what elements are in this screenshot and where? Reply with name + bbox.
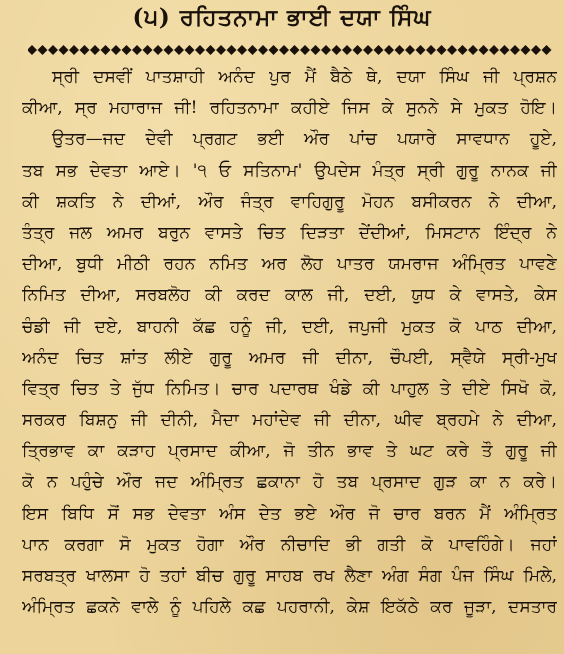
divider-diamond	[479, 45, 489, 55]
text-line-3: ਉਤਰ—ਜਦ ਦੇਵੀ ਪ੍ਰਗਟ ਭਈ ਔਰ ਪਾਂਚ ਪਯਾਰੇ ਸਾਵਧਾਨ ਹੂਏ,	[52, 129, 557, 150]
text-line-9: ਚੰਡੀ ਜੀ ਦਏ, ਬਾਹਨੀ ਕੱਛ ਹਨੂੰ ਜੀ, ਦਈ, ਜਪੁਜੀ ਮੁਕਤ ਕੋ ਪਾਠ ਦੀਆ,	[22, 316, 557, 337]
divider-diamond	[237, 45, 247, 55]
text-line-8: ਨਿਮਿਤ ਦੀਆ, ਸਰਬਲੋਹ ਕੀ ਕਰਦ ਕਾਲ ਜੀ, ਦਈ, ਯੁਧ ਕੇ ਵਾਸਤੇ, ਕੇਸ	[22, 285, 557, 306]
text-line-1: ਸ੍ਰੀ ਦਸਵੀਂ ਪਾਤਸ਼ਾਹੀ ਅਨੰਦ ਪੁਰ ਮੈਂ ਬੈਠੇ ਥੇ, ਦਯਾ ਸਿੰਘ ਜੀ ਪ੍ਰਸ਼ਨ	[52, 67, 557, 87]
divider-diamond	[300, 45, 310, 55]
text-line-18: ਅੰਮ੍ਰਿਤ ਛਕਨੇ ਵਾਲੇ ਨੂੰ ਪਹਿਲੇ ਕਛ ਪਹਰਾਨੀ, ਕੇਸ਼ ਇਕੱਠੇ ਕਰ ਜੂੜਾ, ਦਸਤਾਰ	[22, 597, 557, 618]
text-line-13: ਤ੍ਰਿਭਾਵ ਕਾ ਕੜਾਹ ਪ੍ਰਸਾਦ ਕੀਆ, ਜੋ ਤੀਨ ਭਾਵ ਤੇ ਘਟ ਕਰੇ ਤੌ ਗੁਰੂ ਜੀ	[22, 441, 557, 462]
divider-diamond	[489, 45, 499, 55]
divider-diamond	[28, 45, 37, 55]
text-line-7: ਦੀਆ, ਬੁਧੀ ਮੀਠੀ ਰਹਨ ਨਮਿਤ ਅਰ ਲੋਹ ਪਾਤਰ ਯਮਰਾਜ ਅੰਮ੍ਰਿਤ ਪਾਵਣੇ	[22, 254, 557, 275]
text-line-15: ਇਸ ਬਿਧਿ ਸੋਂ ਸਭ ਦੇਵਤਾ ਅੰਸ ਦੇਤ ਭਏ ਔਰ ਜੋ ਚਾਰ ਬਰਨ ਮੈਂ ਅੰਮ੍ਰਿਤ	[22, 503, 557, 524]
ornamental-divider	[28, 42, 553, 58]
divider-diamond	[101, 45, 111, 55]
divider-diamond	[447, 45, 457, 55]
divider-diamond	[374, 45, 384, 55]
divider-diamond	[227, 45, 237, 55]
divider-diamond	[59, 45, 69, 55]
divider-diamond	[216, 45, 226, 55]
page-title: (੫) ਰਹਿਤਨਾਮਾ ਭਾਈ ਦਯਾ ਸਿੰਘ	[132, 4, 432, 31]
text-line-11: ਵਿਤ੍ਰ ਚਿਤ ਤੇ ਜੁੱਧ ਨਿਮਿਤ। ਚਾਰ ਪਦਾਰਥ ਖੰਡੇ ਕੀ ਪਾਹੁਲ ਤੇ ਦੀਏ ਸਿਖੋ ਕੋ,	[22, 378, 557, 399]
divider-diamond	[195, 45, 205, 55]
divider-diamond	[90, 45, 100, 55]
divider-diamond	[521, 45, 531, 55]
divider-diamond	[185, 45, 195, 55]
divider-diamond	[321, 45, 331, 55]
divider-diamond	[500, 45, 510, 55]
text-line-6: ਤੰਤ੍ਰ ਜਲ ਅਮਰ ਬਰੁਨ ਵਾਸਤੇ ਚਿਤ ਦਿੜਤਾ ਦੇਂਦੀਆਂ, ਮਿਸਟਾਨ ਇੰਦ੍ਰ ਨੇ	[22, 222, 557, 243]
divider-diamond	[510, 45, 520, 55]
divider-diamond	[69, 45, 79, 55]
divider-diamond	[542, 45, 552, 55]
divider-diamond	[38, 45, 48, 55]
text-line-17: ਸਰਬਤ੍ਰ ਖਾਲਸਾ ਹੋ ਤਹਾਂ ਬੀਚ ਗੁਰੂ ਸਾਹਬ ਰਖ ਲੈਣਾ ਅੰਗ ਸੰਗ ਪੰਜ ਸਿੰਘ ਮਿਲੇ,	[22, 566, 557, 586]
text-line-5: ਕੀ ਸ਼ਕਤਿ ਨੇ ਦੀਆਂ, ਔਰ ਜੰਤ੍ਰ ਵਾਹਿਗੁਰੂ ਮੋਹਨ ਬਸੀਕਰਨ ਨੇ ਦੀਆ,	[22, 191, 557, 212]
text-line-2: ਕੀਆ, ਸ੍ਰ ਮਹਾਰਾਜ ਜੀ! ਰਹਿਤਨਾਮਾ ਕਹੀਏ ਜਿਸ ਕੇ ਸੁਨਨੇ ਸੇ ਮੁਕਤ ਹੋਇ।	[22, 98, 557, 119]
divider-diamond	[426, 45, 436, 55]
divider-diamond	[269, 45, 279, 55]
divider-diamond	[384, 45, 394, 55]
divider-diamond	[164, 45, 174, 55]
divider-diamond	[353, 45, 363, 55]
text-line-14: ਕੋ ਨ ਪਹੁੰਚੇ ਔਰ ਜਦ ਅੰਮ੍ਰਿਤ ਛਕਾਨਾ ਹੋ ਤਬ ਪ੍ਰਸਾਦ ਗੁੜ ਕਾ ਨ ਕਰੇ।	[22, 472, 557, 493]
divider-diamond	[531, 45, 541, 55]
divider-diamond	[258, 45, 268, 55]
divider-diamond	[279, 45, 289, 55]
divider-diamond	[342, 45, 352, 55]
divider-diamond	[405, 45, 415, 55]
divider-diamond	[111, 45, 121, 55]
divider-diamond	[122, 45, 132, 55]
divider-diamond	[174, 45, 184, 55]
divider-diamond	[395, 45, 405, 55]
divider-diamond	[132, 45, 142, 55]
divider-diamond	[143, 45, 153, 55]
divider-diamond	[416, 45, 426, 55]
divider-diamond	[437, 45, 447, 55]
text-line-4: ਤਬ ਸਭ ਦੇਵਤਾ ਆਏ। '੧ ਓ ਸਤਿਨਾਮ' ਉਪਦੇਸ ਮੰਤ੍ਰ ਸ੍ਰੀ ਗੁਰੂ ਨਾਨਕ ਜੀ	[22, 160, 557, 181]
text-line-10: ਅਨੰਦ ਚਿਤ ਸ਼ਾਂਤ ਲੀਏ ਗੁਰੂ ਅਮਰ ਜੀ ਦੀਨਾ, ਚੌਪਈ, ਸ੍ਵੈਯੇ ਸ੍ਰੀ-ਮੁਖ	[22, 347, 557, 368]
divider-diamond	[206, 45, 216, 55]
divider-diamond	[248, 45, 258, 55]
divider-diamond	[153, 45, 163, 55]
divider-diamond	[290, 45, 300, 55]
body-text	[22, 62, 557, 623]
text-line-12: ਸਰਕਰ ਬਿਸ਼ਨੁ ਜੀ ਦੀਨੀ, ਮੈਦਾ ਮਹਾਂਦੇਵ ਜੀ ਦੀਨਾ, ਘੀਵ ਬ੍ਰਹਮੇ ਨੇ ਦੀਆ,	[22, 410, 557, 431]
divider-diamond	[311, 45, 321, 55]
divider-diamond	[48, 45, 58, 55]
divider-diamond	[363, 45, 373, 55]
divider-diamond	[80, 45, 90, 55]
divider-diamond	[332, 45, 342, 55]
divider-diamond	[468, 45, 478, 55]
divider-diamond	[458, 45, 468, 55]
text-line-16: ਪਾਨ ਕਰਗਾ ਸੋ ਮੁਕਤ ਹੋਗਾ ਔਰ ਨੀਚਾਦਿ ਭੀ ਗਤੀ ਕੋ ਪਾਵਹਿੰਗੇ। ਜਹਾਂ	[22, 534, 557, 555]
